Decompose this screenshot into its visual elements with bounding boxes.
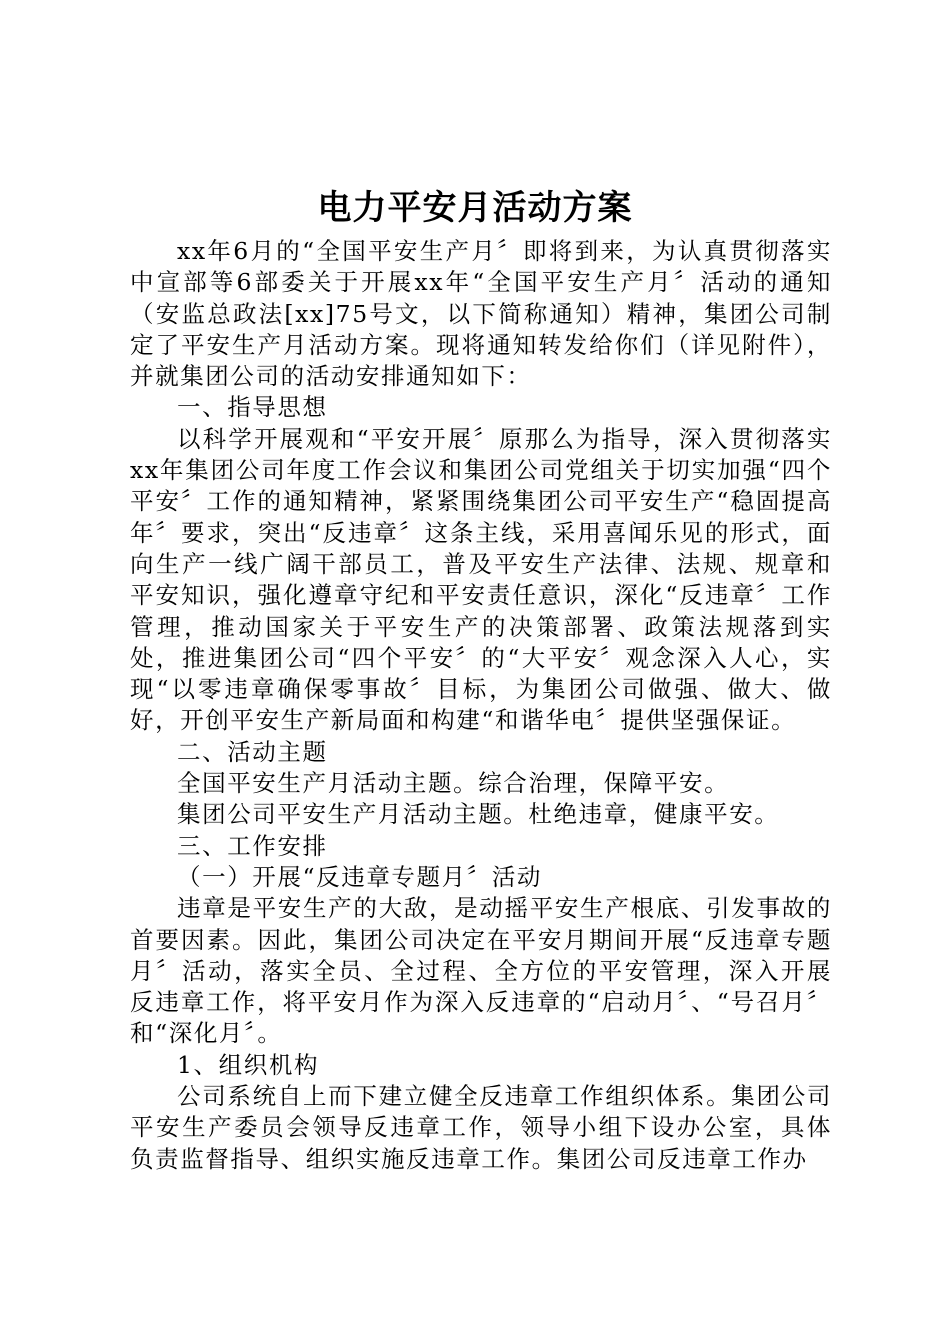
paragraph-organization: 公司系统自上而下建立健全反违章工作组织体系。集团公司平安生产委员会领导反违章工作，领导小组下设办公室，具体负责监督指导、组织实施反违章工作。集团公司反违章工作办: [130, 1082, 832, 1173]
paragraph-national-theme: 全国平安生产月活动主题。综合治理，保障平安。: [177, 769, 730, 798]
paragraph-guiding-ideology: 以科学开展观和“平安开展〞原那么为指导，深入贯彻落实xx年集团公司年度工作会议和集团公司党组关于切实加强“四个平安〞工作的通知精神，紧紧围绕集团公司平安生产“稳固提高年〞要求，突出“反违章〞这条主线，采用喜闻乐见的形式，面向生产一线广阔干部员工，普及平安生产法律、法规、规章和平安知识，强化遵章守纪和平安责任意识，深化“反违章〞工作管理，推动国家关于平安生产的决策部署、政策法规落到实处，推进集团公司“四个平安〞的“大平安〞观念深入人心，实现“以零违章确保零事故〞目标，为集团公司做强、做大、做好，开创平安生产新局面和构建“和谐华电〞提供坚强保证。: [130, 424, 832, 735]
subheading-organization: 1、组织机构: [177, 1050, 320, 1079]
paragraph-intro: xx年6月的“全国平安生产月〞即将到来，为认真贯彻落实中宣部等6部委关于开展xx年“全国平安生产月〞活动的通知（安监总政法[xx]75号文，以下简称通知）精神，集团公司制定了平安生产月活动方案。现将通知转发给你们（详见附件），并就集团公司的活动安排通知如下：: [130, 237, 832, 391]
heading-activity-theme: 二、活动主题: [177, 737, 328, 766]
subheading-anti-violation-month: （一）开展“反违章专题月〞活动: [177, 862, 543, 891]
paragraph-anti-violation: 违章是平安生产的大敌，是动摇平安生产根底、引发事故的首要因素。因此，集团公司决定在平安月期间开展“反违章专题月〞活动，落实全员、全过程、全方位的平安管理，深入开展反违章工作，将平安月作为深入反违章的“启动月〞、“号召月〞和“深化月〞。: [130, 894, 832, 1048]
heading-guiding-ideology: 一、指导思想: [177, 393, 328, 422]
document-title: 电力平安月活动方案: [317, 188, 633, 228]
heading-work-arrangement: 三、工作安排: [177, 831, 328, 860]
paragraph-group-theme: 集团公司平安生产月活动主题。杜绝违章，健康平安。: [177, 800, 780, 829]
document-body: [130, 236, 832, 1175]
